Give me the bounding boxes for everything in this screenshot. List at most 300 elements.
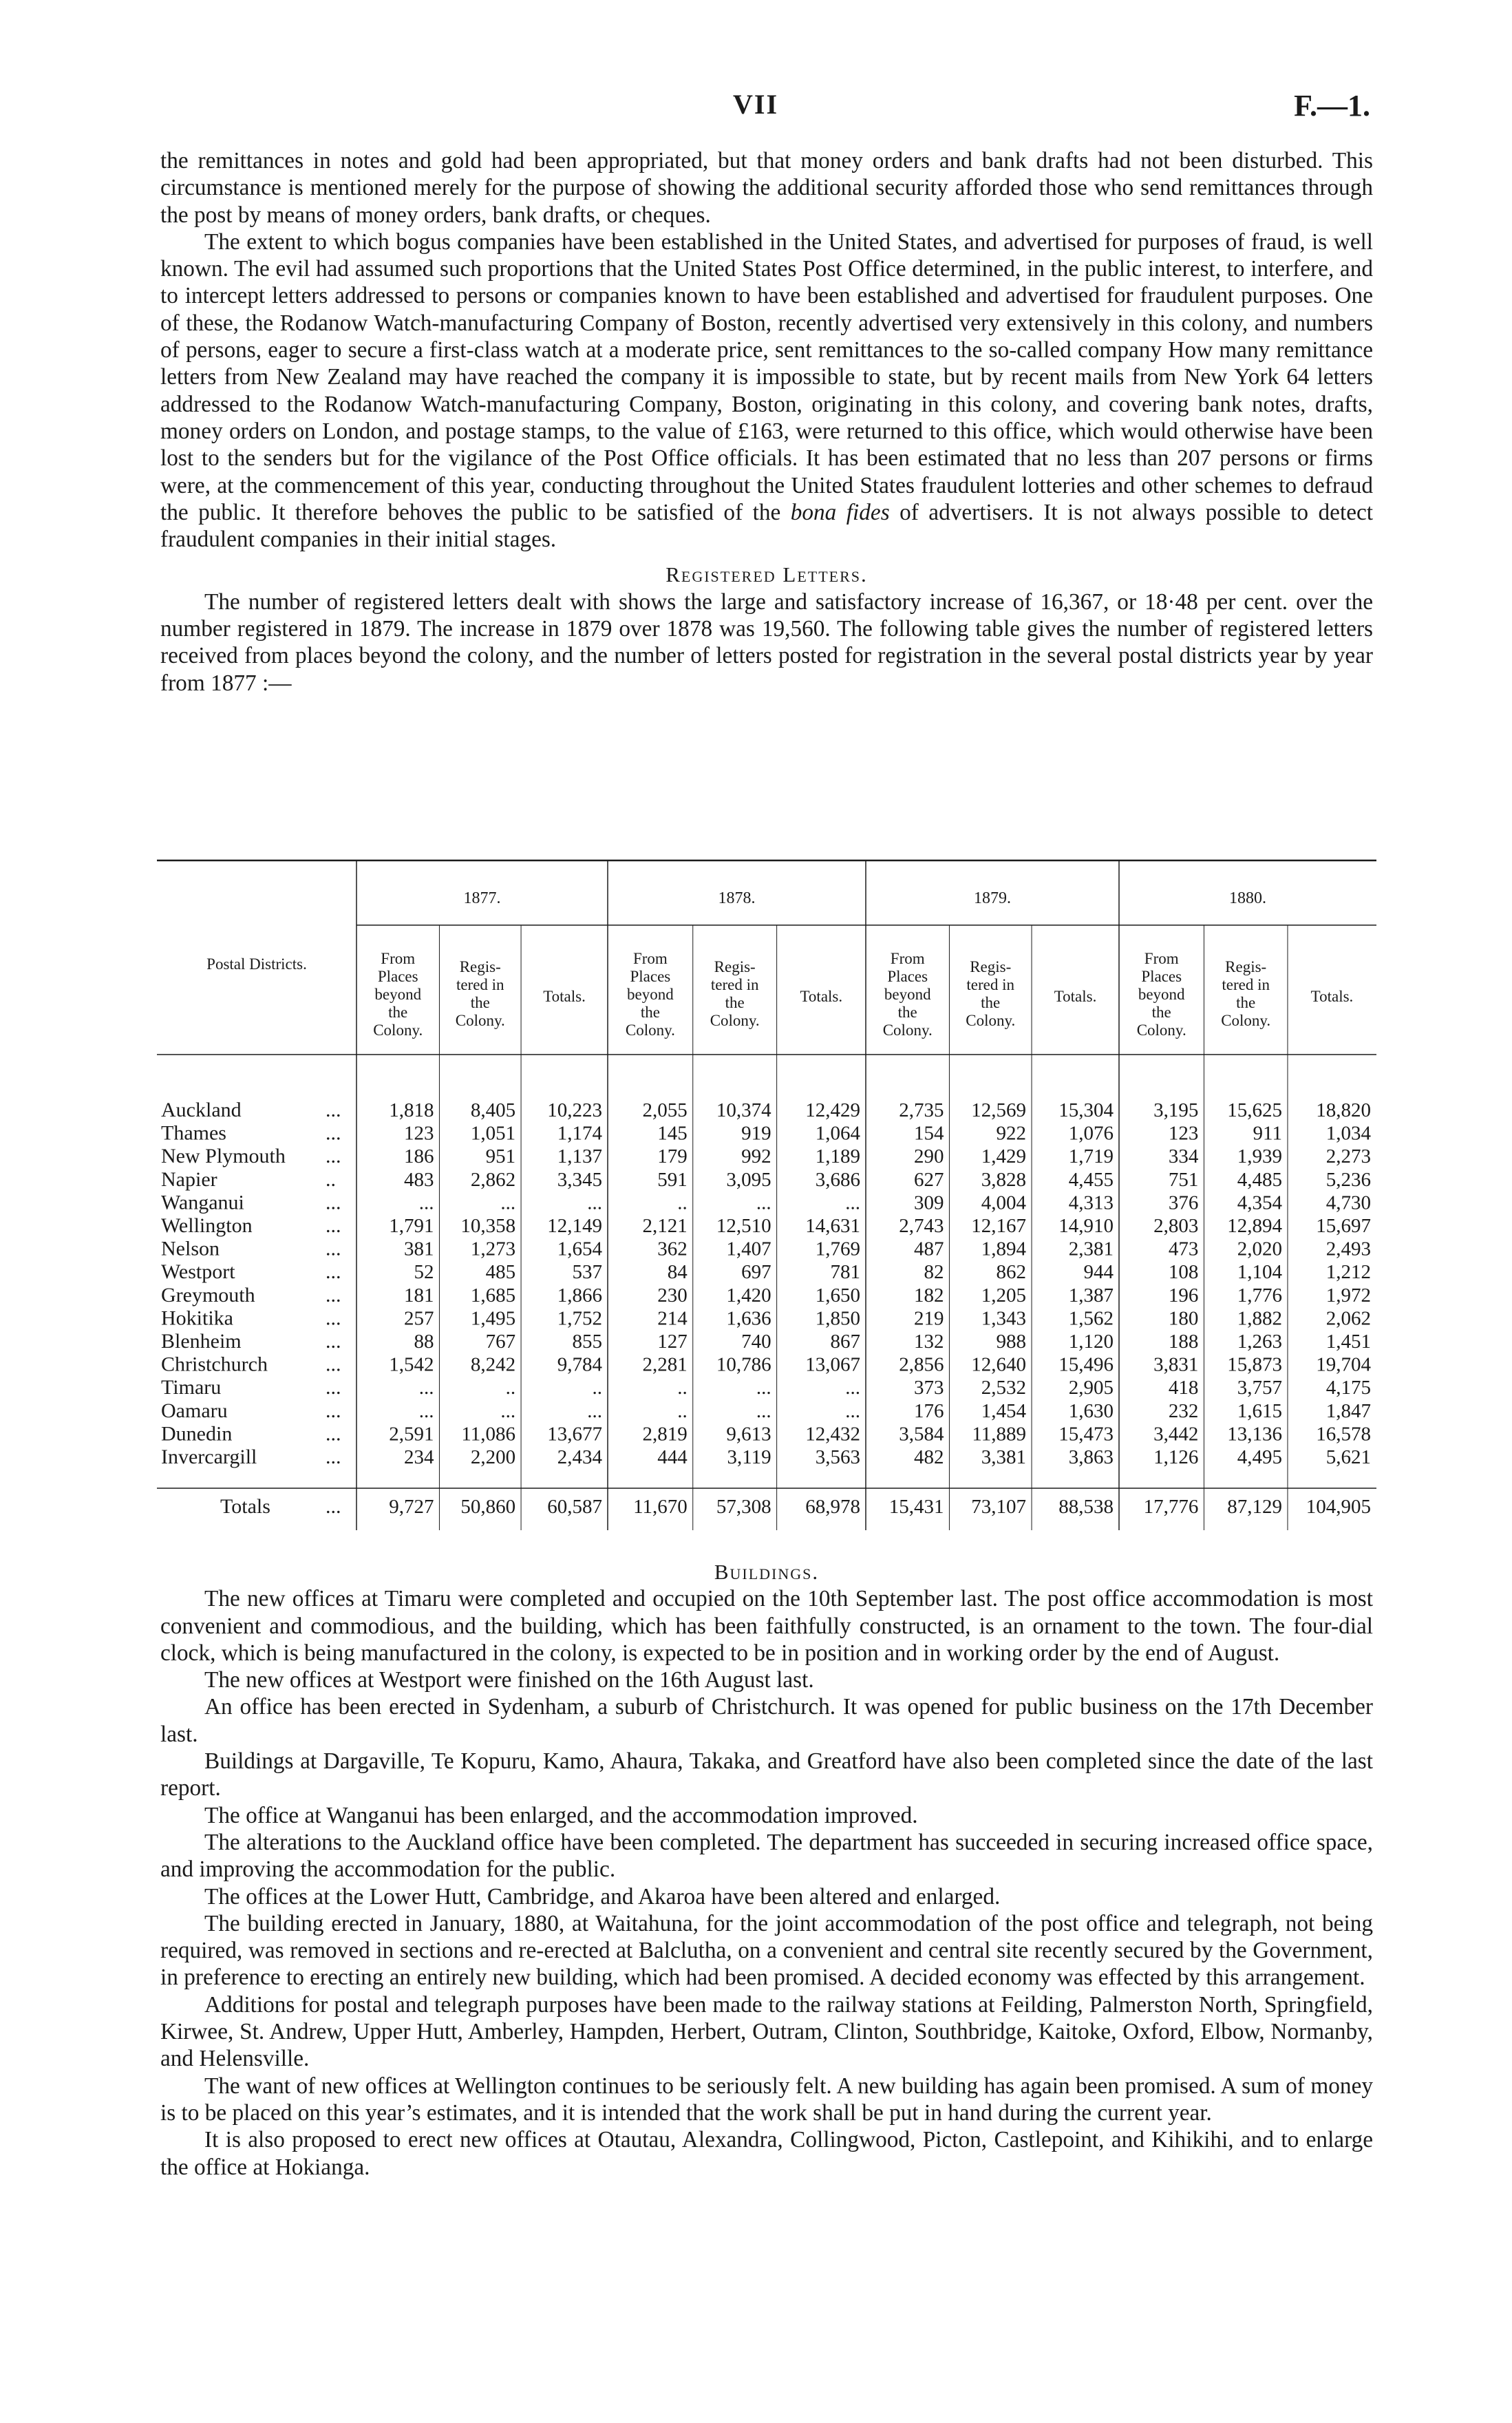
table-cell-value: 176: [913, 1399, 944, 1422]
column-header-from: the: [388, 1004, 408, 1021]
leader-dots: ...: [326, 1376, 341, 1399]
table-cell-value: 1,104: [1237, 1261, 1282, 1284]
buildings-paragraph: The offices at the Lower Hutt, Cambridge, and Akaroa have been altered and enlarged.: [204, 1883, 1001, 1909]
leader-dots: ...: [326, 1495, 341, 1518]
column-header-registered: Colony.: [455, 1012, 505, 1029]
table-cell-value: 951: [485, 1145, 516, 1168]
table-cell-value: ...: [587, 1399, 602, 1422]
district-name: Blenheim: [161, 1330, 242, 1353]
leader-dots: ...: [326, 1260, 341, 1284]
table-cell-value: 232: [1168, 1399, 1199, 1422]
table-cell-value: 15,473: [1058, 1423, 1114, 1446]
table-cell-value: 1,387: [1068, 1284, 1114, 1306]
table-cell-value: 3,757: [1237, 1377, 1282, 1399]
year-header: 1879.: [974, 889, 1011, 907]
column-header-from: Places: [630, 968, 671, 985]
column-header-registered: Colony.: [1221, 1012, 1271, 1029]
table-cell-value: 3,828: [981, 1168, 1027, 1191]
table-cell-value: 16,578: [1316, 1423, 1371, 1446]
table-cell-value: 1,429: [981, 1145, 1027, 1168]
totals-value: 60,587: [547, 1496, 602, 1518]
leader-dots: ...: [326, 1353, 341, 1376]
column-header-from: Colony.: [373, 1022, 423, 1039]
table-cell-value: 13,067: [805, 1353, 860, 1376]
table-cell-value: 3,442: [1153, 1423, 1199, 1446]
table-cell-value: 867: [830, 1331, 860, 1353]
table-cell-value: 154: [913, 1122, 944, 1145]
table-cell-value: 4,730: [1325, 1192, 1371, 1214]
column-header-from: Places: [887, 968, 928, 985]
column-header-totals: Totals.: [543, 988, 586, 1005]
table-cell-value: 591: [657, 1168, 688, 1191]
table-cell-value: 483: [403, 1168, 434, 1191]
buildings-paragraph: The new offices at Timaru were completed and occupied on the 10th September last. The post office accommodation is most convenient and commodious, and the building, which has been faithfully constructed, is an ornament to the town. The four-dial clock, which is being manufactured in the colony, is expected to be in position and in working order by the end of August.: [160, 1586, 1373, 1666]
column-header-registered: Regis-: [459, 958, 501, 975]
table-cell-value: ..: [677, 1399, 688, 1422]
buildings-paragraph: The alterations to the Auckland office have been completed. The department has succeeded in securing increased office space, and improving the accommodation for the public.: [160, 1829, 1373, 1883]
table-cell-value: 1,343: [981, 1307, 1027, 1330]
table-cell-value: 88: [414, 1331, 434, 1353]
table-cell-value: 214: [657, 1307, 688, 1330]
table-cell-value: ...: [500, 1192, 516, 1214]
table-cell-value: 1,174: [557, 1122, 602, 1145]
table-cell-value: 1,894: [981, 1238, 1027, 1260]
table-cell-value: 2,743: [899, 1215, 944, 1237]
table-cell-value: 3,563: [815, 1446, 860, 1468]
table-cell-value: 257: [403, 1307, 434, 1330]
year-header: 1880.: [1229, 889, 1266, 907]
table-cell-value: 3,381: [981, 1446, 1027, 1468]
totals-value: 17,776: [1143, 1496, 1199, 1518]
totals-value: 88,538: [1058, 1496, 1114, 1518]
column-header-from: beyond: [884, 986, 931, 1003]
column-header-from: From: [1144, 950, 1179, 967]
table-cell-value: ...: [418, 1192, 434, 1214]
column-header-registered: Colony.: [966, 1012, 1016, 1029]
column-header-registered: the: [725, 994, 745, 1011]
table-cell-value: 3,195: [1153, 1099, 1199, 1121]
table-cell-value: 992: [741, 1145, 771, 1168]
table-cell-value: 188: [1168, 1331, 1199, 1353]
column-header-registered: Regis-: [714, 958, 756, 975]
table-cell-value: 12,569: [971, 1099, 1027, 1121]
district-name: Auckland: [161, 1099, 242, 1121]
table-cell-value: 1,654: [557, 1238, 602, 1260]
table-cell-value: 1,263: [1237, 1331, 1282, 1353]
table-cell-value: 1,451: [1325, 1331, 1371, 1353]
column-header-from: Colony.: [625, 1022, 675, 1039]
page-reference: F.—1.: [1294, 89, 1370, 123]
table-cell-value: 132: [913, 1331, 944, 1353]
table-cell-value: 2,591: [389, 1423, 434, 1446]
table-cell-value: 290: [913, 1145, 944, 1168]
table-cell-value: 1,495: [470, 1307, 516, 1330]
table-cell-value: 767: [485, 1331, 516, 1353]
district-name: Thames: [161, 1121, 226, 1145]
table-cell-value: 15,625: [1227, 1099, 1282, 1121]
column-header-from: From: [890, 950, 925, 967]
table-cell-value: 2,273: [1325, 1145, 1371, 1168]
table-cell-value: 473: [1168, 1238, 1199, 1260]
table-cell-value: 627: [913, 1168, 944, 1191]
buildings-paragraph: Buildings at Dargaville, Te Kopuru, Kamo, Ahaura, Takaka, and Greatford have also been completed since the date of the last report.: [160, 1748, 1373, 1801]
buildings-paragraph: The building erected in January, 1880, at Waitahuna, for the joint accommodation of the post office and telegraph, not being required, was removed in sections and re-erected at Balclutha, on a convenient and central site recently secured by the Government, in preference to erecting an entirely new building, which had been promised. A decided economy was effected by this arrangement.: [160, 1910, 1373, 1991]
table-cell-value: 1,120: [1068, 1331, 1114, 1353]
table-cell-value: 1,137: [557, 1145, 602, 1168]
buildings-heading: Buildings.: [714, 1560, 820, 1584]
table-cell-value: 1,407: [726, 1238, 771, 1260]
table-cell-value: 186: [403, 1145, 434, 1168]
table-cell-value: 11,889: [972, 1423, 1027, 1446]
table-cell-value: 1,189: [815, 1145, 860, 1168]
totals-value: 9,727: [389, 1496, 434, 1518]
district-name: Oamaru: [161, 1399, 228, 1422]
district-name: Wellington: [161, 1214, 253, 1237]
buildings-paragraph: An office has been erected in Sydenham, a suburb of Christchurch. It was opened for public business on the 17th December last.: [160, 1694, 1373, 1747]
totals-value: 57,308: [716, 1496, 771, 1518]
table-cell-value: 181: [403, 1284, 434, 1306]
buildings-paragraph: The office at Wanganui has been enlarged, and the accommodation improved.: [204, 1802, 918, 1828]
table-cell-value: ...: [418, 1399, 434, 1422]
table-cell-value: 4,004: [981, 1192, 1027, 1214]
table-cell-value: 1,636: [726, 1307, 771, 1330]
column-header-from: From: [632, 950, 668, 967]
year-header: 1877.: [463, 889, 501, 907]
table-cell-value: 127: [657, 1331, 688, 1353]
text-block-lower: [160, 1558, 1373, 2181]
table-cell-value: 2,020: [1237, 1238, 1282, 1260]
table-cell-value: 4,495: [1237, 1446, 1282, 1468]
table-cell-value: 5,621: [1325, 1446, 1371, 1468]
table-cell-value: 196: [1168, 1284, 1199, 1306]
table-cell-value: 1,630: [1068, 1399, 1114, 1422]
table-cell-value: 234: [403, 1446, 434, 1468]
page-number: VII: [732, 89, 779, 120]
leader-dots: ...: [326, 1145, 341, 1168]
table-cell-value: ...: [756, 1377, 771, 1399]
table-cell-value: 230: [657, 1284, 688, 1306]
table-cell-value: 1,212: [1325, 1261, 1371, 1284]
table-cell-value: 911: [1253, 1122, 1282, 1145]
leader-dots: ...: [326, 1214, 341, 1237]
table-cell-value: 82: [924, 1261, 944, 1284]
table-cell-value: 14,631: [805, 1215, 860, 1237]
table-cell-value: 182: [913, 1284, 944, 1306]
table-cell-value: 1,850: [815, 1307, 860, 1330]
table-cell-value: 485: [485, 1261, 516, 1284]
column-header-registered: tered in: [1222, 976, 1270, 993]
table-cell-value: 12,167: [971, 1215, 1027, 1237]
buildings-paragraph: The want of new offices at Wellington continues to be seriously felt. A new building has again been promised. A sum of money is to be placed on this year’s estimates, and it is intended that the work shall be put in hand during the current year.: [160, 2073, 1373, 2126]
table-cell-value: ...: [845, 1377, 860, 1399]
table-cell-value: 3,119: [727, 1446, 771, 1468]
registered-letters-paragraph: The number of registered letters dealt with shows the large and satisfactory increase of 16,367, or 18·48 per cent. over the number registered in 1879. The increase in 1879 over 1878 was 19,560. The following table gives the number of registered letters received from places beyond the colony, and the number of letters posted for registration in the several postal districts year by year from 1877 :—: [160, 589, 1373, 696]
table-cell-value: 988: [996, 1331, 1027, 1353]
table-cell-value: 3,345: [557, 1168, 602, 1191]
table-cell-value: 2,856: [899, 1353, 944, 1376]
table-cell-value: 18,820: [1316, 1099, 1371, 1121]
column-header-registered: tered in: [456, 976, 504, 993]
table-cell-value: ..: [677, 1192, 688, 1214]
table-cell-value: 1,719: [1068, 1145, 1114, 1168]
district-name: Wanganui: [161, 1191, 244, 1214]
column-header-totals: Totals.: [800, 988, 843, 1005]
table-cell-value: 123: [1168, 1122, 1199, 1145]
table-cell-value: 1,972: [1325, 1284, 1371, 1306]
table-cell-value: 4,485: [1237, 1168, 1282, 1191]
column-header-registered: Regis-: [1225, 958, 1267, 975]
totals-value: 15,431: [888, 1496, 944, 1518]
district-name: Napier: [161, 1167, 217, 1191]
table-cell-value: 862: [996, 1261, 1027, 1284]
text-block-upper: [160, 147, 1373, 697]
table-cell-value: 4,313: [1068, 1192, 1114, 1214]
table-cell-value: 1,034: [1325, 1122, 1371, 1145]
registered-letters-heading: Registered Letters.: [666, 562, 868, 587]
table-cell-value: 2,803: [1153, 1215, 1199, 1237]
table-cell-value: 2,434: [557, 1446, 602, 1468]
table-cell-value: 373: [913, 1377, 944, 1399]
table-cell-value: 10,358: [460, 1215, 516, 1237]
bogus-companies-paragraph: The extent to which bogus companies have been established in the United States, and advertised for purposes of fraud, is well known. The evil had assumed such proportions that the United States Post Office determined, in the public interest, to interfere, and to intercept letters addressed to persons or companies known to have been established and advertised for fraudulent purposes. One of these, the Rodanow Watch-manufacturing Company of Boston, recently advertised very extensively in this colony, and numbers of persons, eager to secure a first-class watch at a moderate price, sent remittances to the so-called company How many remittance letters from New Zealand may have reached the company it is impossible to state, but by recent mails from New York 64 letters addressed to the Rodanow Watch-manufacturing Company, Boston, originating in this colony, and covering bank notes, drafts, money orders on London, and postage stamps, to the value of £163, were returned to this office, which would otherwise have been lost to the senders but for the vigilance of the Post Office officials. It has been estimated that no less than 207 persons or firms were, at the commencement of this year, conducting throughout the United States fraudulent lotteries and other schemes to defraud the public. It therefore behoves the public to be satisfied of the bona fides of advertisers. It is not always possible to detect fraudulent companies in their initial stages.: [160, 229, 1374, 553]
table-cell-value: 180: [1168, 1307, 1199, 1330]
table-cell-value: 740: [741, 1331, 771, 1353]
table-cell-value: 2,862: [470, 1168, 516, 1191]
table-cell-value: 751: [1168, 1168, 1199, 1191]
table-cell-value: 1,847: [1325, 1399, 1371, 1422]
table-cell-value: ...: [500, 1399, 516, 1422]
table-cell-value: 3,831: [1153, 1353, 1199, 1376]
buildings-paragraph: Additions for postal and telegraph purposes have been made to the railway stations at Feilding, Palmerston North, Springfield, Kirwee, St. Andrew, Upper Hutt, Amberley, Hampden, Herbert, Outram, Clinton, Southbridge, Kaitoke, Oxford, Elbow, Normanby, and Helensville.: [160, 1991, 1373, 2072]
leader-dots: ...: [326, 1330, 341, 1353]
column-header-from: beyond: [1138, 986, 1185, 1003]
table-cell-value: 1,866: [557, 1284, 602, 1306]
table-cell-value: 2,381: [1068, 1238, 1114, 1260]
totals-value: 73,107: [971, 1496, 1027, 1518]
totals-value: 104,905: [1306, 1496, 1371, 1518]
table-cell-value: 1,769: [815, 1238, 860, 1260]
registered-letters-table: [157, 859, 1376, 1530]
table-cell-value: 8,405: [470, 1099, 516, 1121]
table-cell-value: 537: [572, 1261, 602, 1284]
column-header-from: the: [1151, 1004, 1171, 1021]
leader-dots: ...: [326, 1422, 341, 1446]
district-name: Greymouth: [161, 1283, 255, 1306]
district-name: Hokitika: [161, 1306, 233, 1330]
table-cell-value: 418: [1168, 1377, 1199, 1399]
table-cell-value: 444: [657, 1446, 688, 1468]
table-cell-value: 9,613: [726, 1423, 771, 1446]
table-cell-value: 9,784: [557, 1353, 602, 1376]
district-name: New Plymouth: [161, 1145, 286, 1168]
column-header-from: Places: [377, 968, 418, 985]
totals-value: 11,670: [633, 1496, 688, 1518]
table-cell-value: 2,493: [1325, 1238, 1371, 1260]
table-cell-value: 12,432: [805, 1423, 860, 1446]
table-cell-value: 376: [1168, 1192, 1199, 1214]
column-header-registered: tered in: [966, 976, 1015, 993]
table-cell-value: 1,542: [389, 1353, 434, 1376]
totals-value: 87,129: [1227, 1496, 1282, 1518]
table-cell-value: 2,905: [1068, 1377, 1114, 1399]
table-cell-value: 309: [913, 1192, 944, 1214]
column-header-registered: tered in: [710, 976, 759, 993]
table-cell-value: ...: [845, 1192, 860, 1214]
column-header-from: the: [897, 1004, 917, 1021]
table-cell-value: 13,136: [1227, 1423, 1282, 1446]
column-header-registered: the: [981, 994, 1001, 1011]
buildings-paragraph: It is also proposed to erect new offices at Otautau, Alexandra, Collingwood, Picton, Castlepoint, and Kihikihi, and to enlarge the office at Hokianga.: [160, 2127, 1373, 2180]
table-cell-value: 4,175: [1325, 1377, 1371, 1399]
table-cell-value: 1,064: [815, 1122, 860, 1145]
table-cell-value: 922: [996, 1122, 1027, 1145]
registered-letters-table-graphic: [157, 859, 1376, 1530]
totals-value: 68,978: [805, 1496, 860, 1518]
table-cell-value: 15,304: [1058, 1099, 1114, 1121]
leader-dots: ...: [326, 1121, 341, 1145]
buildings-paragraph: The new offices at Westport were finished on the 16th August last.: [204, 1667, 814, 1693]
table-cell-value: 12,894: [1227, 1215, 1282, 1237]
table-cell-value: 10,374: [716, 1099, 771, 1121]
table-cell-value: 12,510: [716, 1215, 771, 1237]
table-cell-value: 19,704: [1316, 1353, 1371, 1376]
table-cell-value: 1,126: [1153, 1446, 1199, 1468]
table-cell-value: 1,615: [1237, 1399, 1282, 1422]
intro-paragraph: the remittances in notes and gold had been appropriated, but that money orders and bank drafts had not been disturbed. This circumstance is mentioned merely for the purpose of showing the additional security afforded those who send remittances through the post by means of money orders, bank drafts, or cheques.: [160, 148, 1373, 228]
italic-phrase: bona fides: [790, 499, 890, 525]
totals-value: 50,860: [460, 1496, 516, 1518]
district-name: Nelson: [161, 1237, 220, 1260]
table-cell-value: 362: [657, 1238, 688, 1260]
table-cell-value: 1,454: [981, 1399, 1027, 1422]
table-cell-value: 12,149: [547, 1215, 602, 1237]
leader-dots: ...: [326, 1446, 341, 1468]
table-cell-value: 84: [667, 1261, 688, 1284]
table-cell-value: 1,650: [815, 1284, 860, 1306]
leader-dots: ...: [326, 1399, 341, 1422]
table-cell-value: 1,939: [1237, 1145, 1282, 1168]
table-cell-value: 108: [1168, 1261, 1199, 1284]
table-cell-value: 1,791: [389, 1215, 434, 1237]
buildings-section: [160, 1585, 1373, 2181]
table-cell-value: 487: [913, 1238, 944, 1260]
table-cell-value: 334: [1168, 1145, 1199, 1168]
leader-dots: ...: [326, 1099, 341, 1121]
table-cell-value: 1,562: [1068, 1307, 1114, 1330]
column-header-from: beyond: [627, 986, 674, 1003]
column-header-from: Places: [1141, 968, 1182, 985]
table-cell-value: 1,685: [470, 1284, 516, 1306]
column-header-totals: Totals.: [1310, 988, 1354, 1005]
table-cell-value: 15,496: [1058, 1353, 1114, 1376]
column-header-registered: the: [1236, 994, 1256, 1011]
leader-dots: ...: [326, 1191, 341, 1214]
table-cell-value: 13,677: [547, 1423, 602, 1446]
district-name: Christchurch: [161, 1353, 268, 1376]
table-cell-value: 2,062: [1325, 1307, 1371, 1330]
table-cell-value: 1,420: [726, 1284, 771, 1306]
table-cell-value: 1,205: [981, 1284, 1027, 1306]
column-header-from: the: [640, 1004, 660, 1021]
table-cell-value: ...: [418, 1377, 434, 1399]
table-cell-value: 855: [572, 1331, 602, 1353]
column-header-from: Colony.: [882, 1022, 933, 1039]
table-cell-value: ...: [587, 1192, 602, 1214]
table-cell-value: 381: [403, 1238, 434, 1260]
table-cell-value: 697: [741, 1261, 771, 1284]
table-cell-value: 2,200: [470, 1446, 516, 1468]
table-cell-value: 1,273: [470, 1238, 516, 1260]
table-cell-value: 4,354: [1237, 1192, 1282, 1214]
table-cell-value: 10,223: [547, 1099, 602, 1121]
totals-label: Totals: [220, 1495, 270, 1518]
table-cell-value: ..: [592, 1377, 602, 1399]
postal-districts-header: Postal Districts.: [206, 955, 307, 973]
table-cell-value: 919: [741, 1122, 771, 1145]
table-cell-value: 2,532: [981, 1377, 1027, 1399]
table-cell-value: 944: [1083, 1261, 1114, 1284]
table-cell-value: 12,429: [805, 1099, 860, 1121]
table-cell-value: 14,910: [1058, 1215, 1114, 1237]
table-cell-value: 219: [913, 1307, 944, 1330]
leader-dots: ...: [326, 1237, 341, 1260]
table-cell-value: 1,776: [1237, 1284, 1282, 1306]
page-header: [0, 88, 1512, 129]
table-cell-value: 12,640: [971, 1353, 1027, 1376]
table-cell-value: 1,752: [557, 1307, 602, 1330]
table-cell-value: 1,076: [1068, 1122, 1114, 1145]
table-cell-value: 4,455: [1068, 1168, 1114, 1191]
table-cell-value: 10,786: [716, 1353, 771, 1376]
table-cell-value: 2,819: [642, 1423, 688, 1446]
table-cell-value: 1,882: [1237, 1307, 1282, 1330]
table-cell-value: 5,236: [1325, 1168, 1371, 1191]
table-cell-value: 1,818: [389, 1099, 434, 1121]
column-header-from: beyond: [374, 986, 422, 1003]
table-cell-value: 2,735: [899, 1099, 944, 1121]
column-header-registered: the: [470, 994, 490, 1011]
table-cell-value: ...: [756, 1399, 771, 1422]
table-cell-value: 123: [403, 1122, 434, 1145]
table-cell-value: 3,863: [1068, 1446, 1114, 1468]
table-cell-value: 2,281: [642, 1353, 688, 1376]
table-cell-value: 2,121: [642, 1215, 688, 1237]
table-cell-value: 2,055: [642, 1099, 688, 1121]
district-name: Dunedin: [161, 1422, 233, 1446]
table-cell-value: 179: [657, 1145, 688, 1168]
leader-dots: ...: [326, 1283, 341, 1306]
district-name: Invercargill: [161, 1446, 257, 1468]
table-cell-value: 3,686: [815, 1168, 860, 1191]
table-cell-value: 11,086: [461, 1423, 516, 1446]
table-cell-value: 8,242: [470, 1353, 516, 1376]
table-cell-value: 3,095: [726, 1168, 771, 1191]
leader-dots: ..: [326, 1167, 336, 1191]
table-cell-value: 145: [657, 1122, 688, 1145]
table-cell-value: ...: [756, 1192, 771, 1214]
district-name: Westport: [161, 1260, 235, 1284]
table-cell-value: 15,873: [1227, 1353, 1282, 1376]
column-header-from: Colony.: [1136, 1022, 1186, 1039]
table-cell-value: ...: [845, 1399, 860, 1422]
table-cell-value: 3,584: [899, 1423, 944, 1446]
column-header-from: From: [381, 950, 416, 967]
column-header-registered: Regis-: [970, 958, 1012, 975]
column-header-totals: Totals.: [1054, 988, 1097, 1005]
column-header-registered: Colony.: [710, 1012, 760, 1029]
table-cell-value: 15,697: [1316, 1215, 1371, 1237]
table-cell-value: 781: [830, 1261, 860, 1284]
